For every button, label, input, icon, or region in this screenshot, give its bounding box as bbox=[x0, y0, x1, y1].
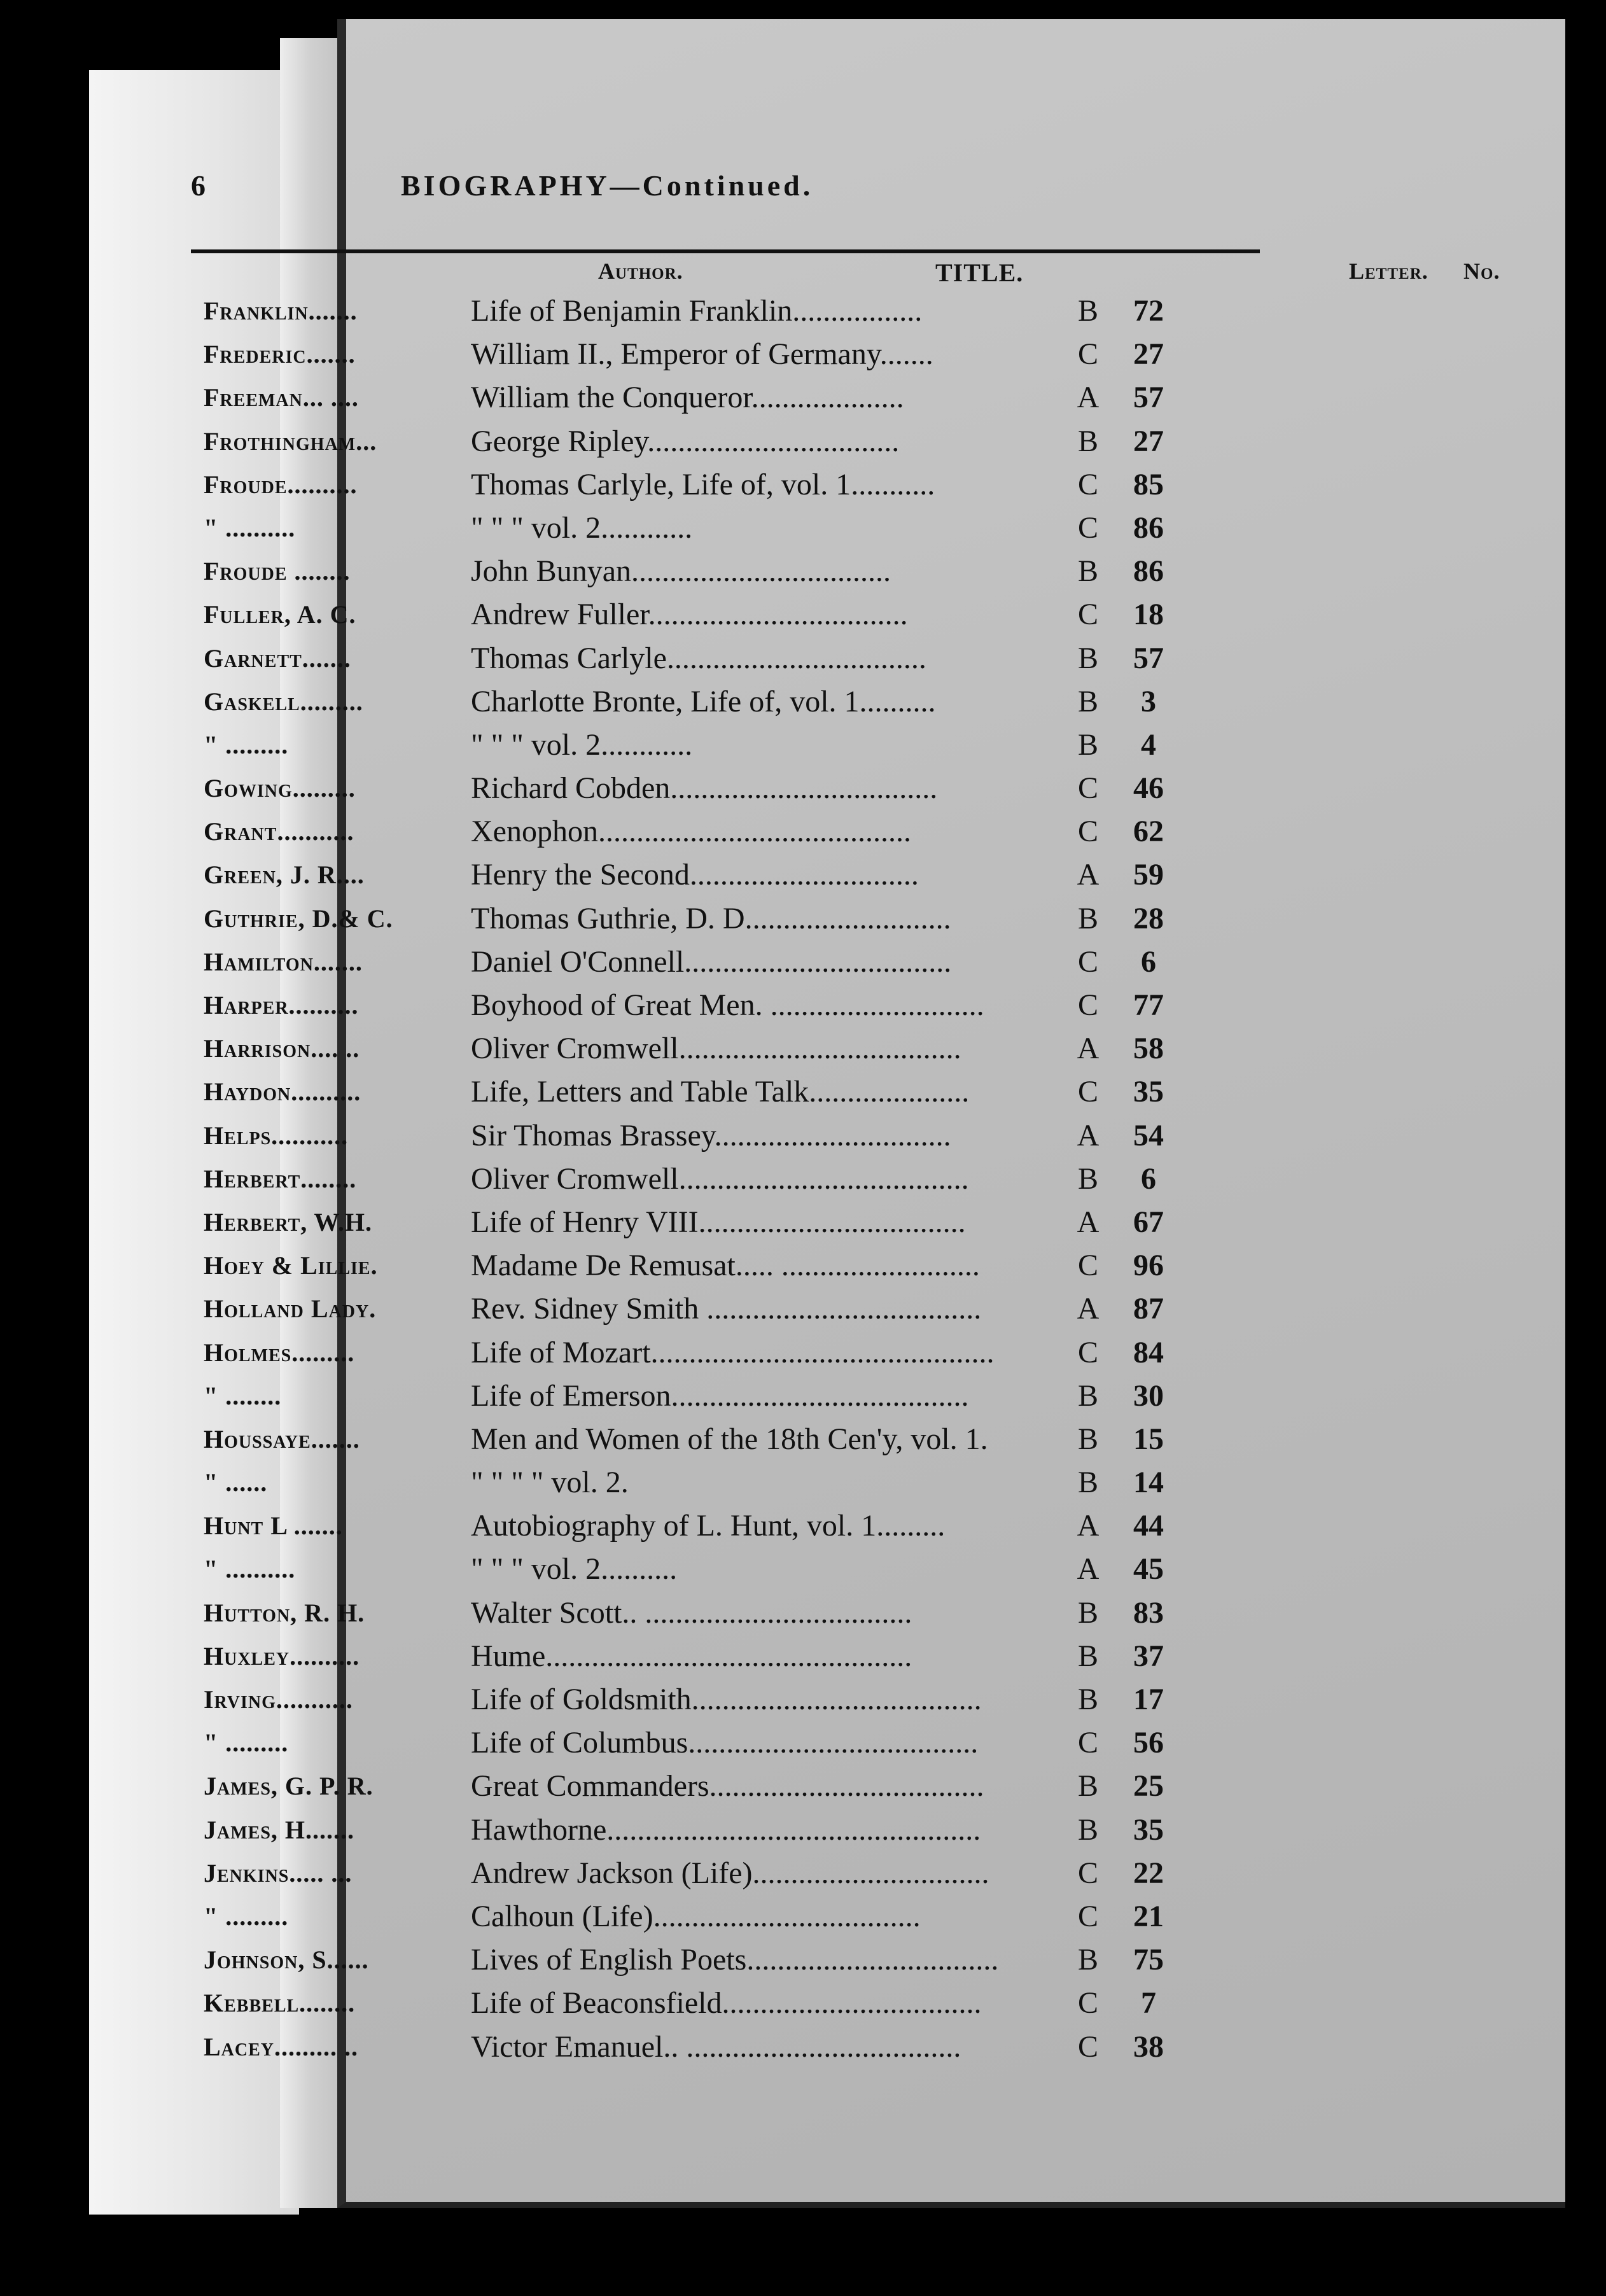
list-item bbox=[191, 1504, 1298, 1548]
author-cell: " ......... bbox=[204, 1901, 289, 1931]
number-cell: 86 bbox=[1133, 554, 1164, 589]
title-cell: Victor Emanuel.. .................................... bbox=[471, 2029, 961, 2064]
title-cell: Life of Mozart............................................. bbox=[471, 1335, 995, 1369]
list-item bbox=[191, 593, 1298, 636]
author-cell: Jenkins..... ... bbox=[204, 1858, 353, 1887]
title-cell: Great Commanders.................................... bbox=[471, 1769, 984, 1803]
list-item bbox=[191, 1461, 1298, 1504]
author-cell: James, G. P. R. bbox=[204, 1772, 374, 1801]
number-cell: 38 bbox=[1133, 2029, 1164, 2064]
number-cell: 75 bbox=[1133, 1943, 1164, 1977]
number-cell: 35 bbox=[1133, 1812, 1164, 1847]
letter-cell: C bbox=[1077, 771, 1098, 806]
letter-cell: A bbox=[1077, 1509, 1100, 1543]
list-item bbox=[191, 2026, 1298, 2069]
letter-cell: B bbox=[1077, 1769, 1098, 1803]
letter-cell: B bbox=[1077, 641, 1098, 675]
number-cell: 45 bbox=[1133, 1552, 1164, 1586]
title-cell: Boyhood of Great Men. ............................ bbox=[471, 988, 984, 1022]
list-item bbox=[191, 767, 1298, 810]
title-cell: " " " vol. 2.......... bbox=[471, 1552, 678, 1586]
author-cell: " ...... bbox=[204, 1468, 268, 1497]
column-header-title: TITLE. bbox=[935, 258, 1024, 287]
letter-cell: C bbox=[1077, 1335, 1098, 1369]
number-cell: 15 bbox=[1133, 1422, 1164, 1456]
letter-cell: A bbox=[1077, 1118, 1100, 1152]
title-cell: Sir Thomas Brassey............................... bbox=[471, 1118, 951, 1152]
letter-cell: C bbox=[1077, 988, 1098, 1022]
number-cell: 7 bbox=[1141, 1986, 1156, 2020]
number-cell: 58 bbox=[1133, 1032, 1164, 1066]
letter-cell: B bbox=[1077, 1683, 1098, 1716]
title-cell: " " " vol. 2............ bbox=[471, 510, 693, 545]
letter-cell: B bbox=[1077, 1466, 1098, 1500]
list-item bbox=[191, 1027, 1298, 1070]
page-number: 6 bbox=[191, 169, 206, 202]
title-cell: Henry the Second.............................. bbox=[471, 858, 919, 892]
title-cell: John Bunyan.................................. bbox=[471, 554, 891, 589]
list-item bbox=[191, 376, 1298, 419]
list-item bbox=[191, 550, 1298, 593]
title-cell: Men and Women of the 18th Cen'y, vol. 1. bbox=[471, 1422, 988, 1456]
list-item bbox=[191, 290, 1298, 333]
author-cell: Frothingham... bbox=[204, 426, 377, 456]
list-item bbox=[191, 941, 1298, 984]
number-cell: 96 bbox=[1133, 1249, 1164, 1283]
author-cell: Herbert........ bbox=[204, 1164, 357, 1193]
author-cell: Lacey......... .. bbox=[204, 2032, 359, 2061]
title-cell: Daniel O'Connell................................... bbox=[471, 944, 952, 979]
author-cell: Helps........... bbox=[204, 1121, 349, 1150]
number-cell: 17 bbox=[1133, 1683, 1164, 1716]
title-cell: Life, Letters and Table Talk..................... bbox=[471, 1075, 970, 1109]
author-cell: Froude.......... bbox=[204, 470, 358, 499]
author-cell: Holland Lady. bbox=[204, 1294, 377, 1324]
number-cell: 87 bbox=[1133, 1292, 1164, 1326]
number-cell: 77 bbox=[1133, 988, 1164, 1022]
list-item bbox=[191, 1678, 1298, 1721]
title-cell: Andrew Fuller.................................. bbox=[471, 598, 908, 632]
author-cell: Hoey & Lillie. bbox=[204, 1251, 378, 1280]
title-cell: Oliver Cromwell...................................... bbox=[471, 1161, 969, 1196]
title-cell: Calhoun (Life)................................... bbox=[471, 1899, 921, 1933]
author-cell: Kebbell........ bbox=[204, 1989, 356, 2018]
author-cell: Johnson, S...... bbox=[204, 1945, 369, 1975]
letter-cell: A bbox=[1077, 381, 1100, 415]
list-item bbox=[191, 333, 1298, 376]
title-cell: " " " " vol. 2. bbox=[471, 1466, 629, 1500]
list-item bbox=[191, 724, 1298, 767]
number-cell: 83 bbox=[1133, 1595, 1164, 1630]
list-item bbox=[191, 1114, 1298, 1158]
letter-cell: B bbox=[1077, 684, 1098, 718]
list-item bbox=[191, 1201, 1298, 1244]
column-header-letter: Letter. bbox=[1349, 258, 1428, 284]
list-item bbox=[191, 1592, 1298, 1635]
column-header-author: Author. bbox=[598, 258, 683, 284]
letter-cell: C bbox=[1077, 510, 1098, 545]
letter-cell: B bbox=[1077, 901, 1098, 935]
list-item bbox=[191, 463, 1298, 507]
list-item bbox=[191, 507, 1298, 550]
title-cell: Life of Emerson....................................... bbox=[471, 1378, 969, 1413]
number-cell: 22 bbox=[1133, 1856, 1164, 1890]
title-cell: Oliver Cromwell..................................... bbox=[471, 1032, 961, 1066]
title-cell: Life of Goldsmith...................................... bbox=[471, 1683, 982, 1716]
author-cell: Harrison.... .. bbox=[204, 1034, 360, 1063]
list-item bbox=[191, 1765, 1298, 1808]
column-header-no: No. bbox=[1463, 258, 1500, 284]
title-cell: " " " vol. 2............ bbox=[471, 727, 693, 762]
number-cell: 3 bbox=[1141, 684, 1156, 718]
page-header bbox=[191, 169, 1273, 220]
letter-cell: C bbox=[1077, 1986, 1098, 2020]
author-cell: " ......... bbox=[204, 730, 289, 759]
list-item bbox=[191, 1548, 1298, 1591]
number-cell: 25 bbox=[1133, 1769, 1164, 1803]
author-cell: Huxley.......... bbox=[204, 1641, 360, 1670]
letter-cell: C bbox=[1077, 2029, 1098, 2064]
title-cell: George Ripley................................. bbox=[471, 424, 900, 458]
number-cell: 30 bbox=[1133, 1378, 1164, 1413]
author-cell: Holmes......... bbox=[204, 1338, 355, 1367]
author-cell: Hunt L ....... bbox=[204, 1511, 343, 1541]
author-cell: " .......... bbox=[204, 513, 296, 542]
number-cell: 27 bbox=[1133, 337, 1164, 372]
letter-cell: A bbox=[1077, 1292, 1100, 1326]
number-cell: 85 bbox=[1133, 467, 1164, 501]
title-cell: Charlotte Bronte, Life of, vol. 1.......... bbox=[471, 684, 936, 718]
letter-cell: B bbox=[1077, 1161, 1098, 1196]
number-cell: 59 bbox=[1133, 858, 1164, 892]
title-cell: Life of Benjamin Franklin................. bbox=[471, 294, 923, 328]
number-cell: 72 bbox=[1133, 294, 1164, 328]
letter-cell: C bbox=[1077, 815, 1098, 849]
author-cell: Hutton, R. H. bbox=[204, 1598, 365, 1627]
letter-cell: C bbox=[1077, 1075, 1098, 1109]
title-cell: Xenophon......................................... bbox=[471, 815, 911, 849]
list-item bbox=[191, 1070, 1298, 1114]
author-cell: Grant........... bbox=[204, 817, 354, 846]
author-cell: Guthrie, D.& C. bbox=[204, 904, 393, 933]
letter-cell: C bbox=[1077, 337, 1098, 372]
list-item bbox=[191, 1721, 1298, 1765]
author-cell: Green, J. R.... bbox=[204, 860, 365, 890]
number-cell: 35 bbox=[1133, 1075, 1164, 1109]
title-cell: William II., Emperor of Germany....... bbox=[471, 337, 933, 372]
list-item bbox=[191, 1635, 1298, 1678]
letter-cell: B bbox=[1077, 424, 1098, 458]
list-item bbox=[191, 1331, 1298, 1375]
number-cell: 6 bbox=[1141, 944, 1156, 979]
author-cell: Gaskell......... bbox=[204, 687, 363, 716]
title-cell: Lives of English Poets................................. bbox=[471, 1943, 999, 1977]
list-item bbox=[191, 1809, 1298, 1852]
title-cell: Autobiography of L. Hunt, vol. 1......... bbox=[471, 1509, 946, 1543]
title-cell: Rev. Sidney Smith .................................... bbox=[471, 1292, 982, 1326]
letter-cell: C bbox=[1077, 1899, 1098, 1933]
author-cell: " .......... bbox=[204, 1555, 296, 1584]
number-cell: 21 bbox=[1133, 1899, 1164, 1933]
letter-cell: A bbox=[1077, 1205, 1100, 1239]
title-cell: Walter Scott.. ................................... bbox=[471, 1595, 912, 1630]
list-item bbox=[191, 1895, 1298, 1938]
letter-cell: C bbox=[1077, 1249, 1098, 1283]
letter-cell: C bbox=[1077, 1726, 1098, 1760]
list-item bbox=[191, 1938, 1298, 1982]
author-cell: Houssaye....... bbox=[204, 1424, 360, 1453]
letter-cell: B bbox=[1077, 1378, 1098, 1413]
title-cell: Life of Henry VIII................................... bbox=[471, 1205, 966, 1239]
letter-cell: B bbox=[1077, 1595, 1098, 1630]
number-cell: 27 bbox=[1133, 424, 1164, 458]
number-cell: 18 bbox=[1133, 598, 1164, 632]
number-cell: 86 bbox=[1133, 510, 1164, 545]
letter-cell: B bbox=[1077, 294, 1098, 328]
title-cell: Hawthorne................................................. bbox=[471, 1812, 981, 1847]
list-item bbox=[191, 1375, 1298, 1418]
author-cell: Hamilton....... bbox=[204, 947, 363, 976]
author-cell: James, H....... bbox=[204, 1815, 355, 1844]
entry-list bbox=[191, 290, 1298, 2069]
author-cell: Harper.......... bbox=[204, 991, 359, 1019]
list-item bbox=[191, 680, 1298, 724]
number-cell: 62 bbox=[1133, 815, 1164, 849]
number-cell: 46 bbox=[1133, 771, 1164, 806]
letter-cell: B bbox=[1077, 1422, 1098, 1456]
number-cell: 37 bbox=[1133, 1639, 1164, 1673]
list-item bbox=[191, 637, 1298, 680]
author-cell: Freeman... .... bbox=[204, 383, 359, 412]
number-cell: 57 bbox=[1133, 381, 1164, 415]
title-cell: Richard Cobden................................... bbox=[471, 771, 938, 806]
list-item bbox=[191, 810, 1298, 853]
author-cell: " ........ bbox=[204, 1381, 282, 1410]
author-cell: Garnett....... bbox=[204, 643, 351, 673]
list-item bbox=[191, 420, 1298, 463]
title-cell: Life of Beaconsfield.................................. bbox=[471, 1986, 982, 2020]
list-item bbox=[191, 1287, 1298, 1331]
author-cell: Haydon.......... bbox=[204, 1077, 361, 1107]
list-item bbox=[191, 984, 1298, 1027]
letter-cell: C bbox=[1077, 1856, 1098, 1890]
list-item bbox=[191, 1418, 1298, 1461]
letter-cell: B bbox=[1077, 1639, 1098, 1673]
author-cell: Herbert, W.H. bbox=[204, 1207, 372, 1236]
number-cell: 44 bbox=[1133, 1509, 1164, 1543]
number-cell: 56 bbox=[1133, 1726, 1164, 1760]
letter-cell: A bbox=[1077, 1032, 1100, 1066]
letter-cell: C bbox=[1077, 598, 1098, 632]
title-cell: Andrew Jackson (Life)............................... bbox=[471, 1856, 989, 1890]
running-head: BIOGRAPHY—Continued. bbox=[401, 169, 814, 202]
title-cell: Hume................................................ bbox=[471, 1639, 912, 1673]
number-cell: 57 bbox=[1133, 641, 1164, 675]
title-cell: Thomas Carlyle, Life of, vol. 1........... bbox=[471, 467, 935, 501]
author-cell: Frederic....... bbox=[204, 340, 356, 369]
author-cell: Froude ........ bbox=[204, 557, 351, 586]
title-cell: William the Conqueror.................... bbox=[471, 381, 904, 415]
letter-cell: C bbox=[1077, 944, 1098, 979]
number-cell: 14 bbox=[1133, 1466, 1164, 1500]
letter-cell: B bbox=[1077, 727, 1098, 762]
letter-cell: A bbox=[1077, 1552, 1100, 1586]
title-cell: Thomas Guthrie, D. D........................... bbox=[471, 901, 951, 935]
list-item bbox=[191, 853, 1298, 897]
number-cell: 28 bbox=[1133, 901, 1164, 935]
number-cell: 54 bbox=[1133, 1118, 1164, 1152]
author-cell: Irving........... bbox=[204, 1685, 353, 1714]
number-cell: 4 bbox=[1141, 727, 1156, 762]
number-cell: 67 bbox=[1133, 1205, 1164, 1239]
title-cell: Thomas Carlyle.................................. bbox=[471, 641, 926, 675]
number-cell: 84 bbox=[1133, 1335, 1164, 1369]
author-cell: " ......... bbox=[204, 1728, 289, 1758]
title-cell: Life of Columbus...................................... bbox=[471, 1726, 979, 1760]
author-cell: Fuller, A. C. bbox=[204, 600, 356, 629]
list-item bbox=[191, 897, 1298, 941]
list-item bbox=[191, 1982, 1298, 2025]
author-cell: Gowing......... bbox=[204, 774, 356, 803]
letter-cell: A bbox=[1077, 858, 1100, 892]
letter-cell: B bbox=[1077, 554, 1098, 589]
title-cell: Madame De Remusat..... .......................... bbox=[471, 1249, 980, 1283]
number-cell: 6 bbox=[1141, 1161, 1156, 1196]
list-item bbox=[191, 1158, 1298, 1201]
letter-cell: B bbox=[1077, 1943, 1098, 1977]
author-cell: Franklin....... bbox=[204, 297, 358, 325]
list-item bbox=[191, 1852, 1298, 1895]
list-item bbox=[191, 1244, 1298, 1287]
header-rule bbox=[191, 249, 1260, 253]
letter-cell: B bbox=[1077, 1812, 1098, 1847]
letter-cell: C bbox=[1077, 467, 1098, 501]
